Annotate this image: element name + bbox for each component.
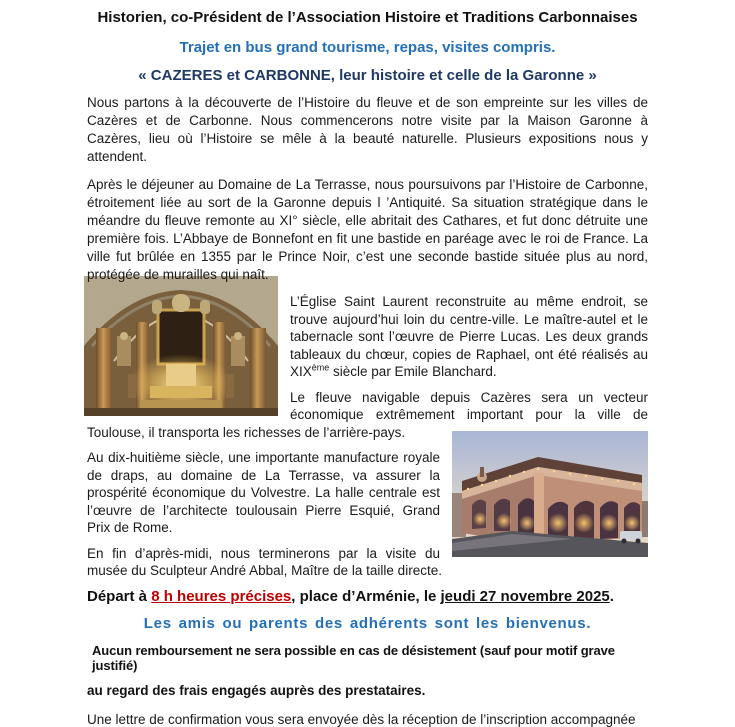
- paragraph-carbonne-histoire: Après le déjeuner au Domaine de La Terrasse, nous poursuivons par l’Histoire de Carbonne, étroitement liée au sort de la Garonne depuis l ’Antiquité. Sa situation stratégique dans le méandre du fleuve remonte au XI° siècle, elle abritait des Cathares, et fut donc détruite une première fois. L’Abbaye de Bonnefont en fit une bastide en paréage avec le roi de France. La ville fut brûlée en 1355 par le Prince Noir, c’est une seconde bastide située plus au nord, protégée de murailles qui naît.: [87, 177, 648, 282]
- departure-line: [87, 588, 648, 605]
- guests-welcome-line: Les amis ou parents des adhérents sont les bienvenus.: [143, 614, 592, 632]
- church-photo: [84, 276, 278, 416]
- superscript-eme: ème: [311, 362, 330, 373]
- paragraph-musee-abbal: En fin d’après-midi, nous terminerons par la visite du musée du Sculpteur André Abbal, Maître de la taille directe.: [87, 545, 442, 578]
- departure-date: jeudi 27 novembre 2025: [440, 587, 610, 605]
- departure-time: 8 h heures précises: [151, 587, 292, 605]
- document-page: [0, 9, 735, 727]
- refund-policy-line2: au regard des frais engagés auprès des prestataires.: [87, 682, 426, 698]
- halle-photo: [452, 431, 648, 557]
- paragraph-eglise-suite: siècle par Emile Blanchard.: [329, 364, 497, 379]
- paragraph-manufacture: Au dix-huitième siècle, une importante manufacture royale de draps, au domaine de La Terrasse, va assurer la prospérité économique du Volvestre. La halle centrale est l’œuvre de l’architecte toulousain Pierre Esquié, Grand Prix de Rome.: [87, 450, 440, 535]
- paragraph-fleuve: Le fleuve navigable depuis Cazères sera un vecteur économique extrêmement important pour la ville de Toulouse, il transporta les richesses de l’arrière-pays.: [87, 389, 648, 440]
- header-line-trajet: Trajet en bus grand tourisme, repas, visites compris.: [179, 39, 556, 56]
- departure-period: .: [609, 587, 614, 605]
- header-line-historien: Historien, co-Président de l’Association Histoire et Traditions Carbonnaises: [97, 9, 638, 26]
- refund-policy-line1: Aucun remboursement ne sera possible en cas de désistement (sauf pour motif grave justifié): [92, 642, 615, 673]
- departure-place: , place d’Arménie, le: [291, 587, 441, 605]
- paragraph-eglise-text: L’Église Saint Laurent reconstruite au même endroit, se trouve aujourd’hui loin du centre-ville. Le maître-autel et le tabernacle sont l’œuvre de Pierre Lucas. Les deux grands tableaux du chœur, copies de Raphael, ont été réalisés au XIX: [290, 294, 648, 379]
- header-line-titre: « CAZERES et CARBONNE, leur histoire et celle de la Garonne »: [138, 67, 597, 84]
- departure-prefix: Départ à: [87, 587, 152, 605]
- confirmation-letter-line: Une lettre de confirmation vous sera envoyée dès la réception de l’inscription accompagnée: [87, 711, 636, 727]
- paragraph-intro: Nous partons à la découverte de l’Histoire du fleuve et de son empreinte sur les villes de Cazères et de Carbonne. Nous commencerons notre visite par la Maison Garonne à Cazères, lieu où l’Histoire se mêle à la beauté naturelle. Plusieurs expositions nous y attendent.: [87, 95, 648, 164]
